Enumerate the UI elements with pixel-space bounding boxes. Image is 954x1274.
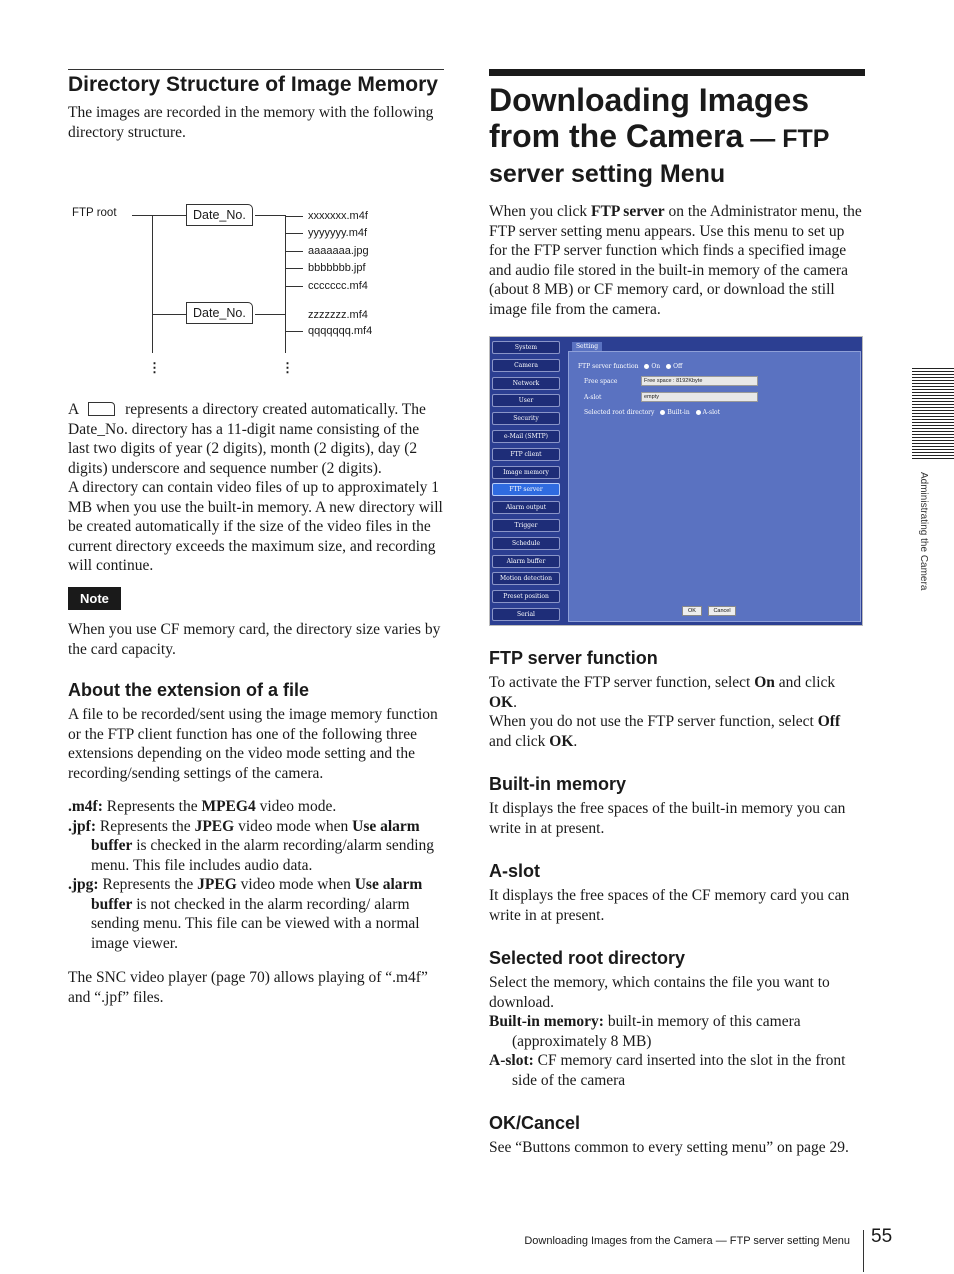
note-text: When you use CF memory card, the directory size varies by the card capacity.	[68, 621, 441, 658]
menu-item-image-memory[interactable]: Image memory	[492, 466, 560, 479]
tree-file: zzzzzzz.mf4	[308, 309, 368, 321]
aslot-field: empty	[641, 392, 758, 402]
directory-box-1: Date_No.	[186, 204, 253, 226]
directory-size-para: A directory can contain video files of up to approximately 1 MB when you use the built-in memory. A new directory will be created automatically if the size of the video files in the current directory exceeds the maximum size, and recording will continue.	[68, 479, 443, 574]
menu-item-security[interactable]: Security	[492, 412, 560, 425]
setting-panel	[568, 351, 861, 622]
tree-file: aaaaaaa.jpg	[308, 245, 369, 257]
ok-button[interactable]: OK	[682, 606, 702, 616]
menu-item-schedule[interactable]: Schedule	[492, 537, 560, 550]
cancel-button[interactable]: Cancel	[708, 606, 736, 616]
extension-heading: About the extension of a file	[68, 680, 310, 700]
ftp-function-heading: FTP server function	[489, 648, 658, 668]
directory-intro: The images are recorded in the memory with the following directory structure.	[68, 104, 434, 141]
section-rule	[68, 69, 444, 70]
radio-aslot[interactable]	[696, 410, 701, 415]
directory-tree-diagram	[68, 200, 444, 385]
root-directory-aslot: A-slot: CF memory card inserted into the slot in the front side of the camera	[489, 1052, 846, 1089]
menu-item-alarm-buffer[interactable]: Alarm buffer	[492, 555, 560, 568]
root-directory-builtin: Built-in memory: built-in memory of this camera (approximately 8 MB)	[489, 1013, 801, 1050]
menu-item-ftp-server[interactable]: FTP server	[492, 483, 560, 496]
extension-list	[68, 797, 444, 953]
menu-item-serial[interactable]: Serial	[492, 608, 560, 621]
menu-item-motion-detection[interactable]: Motion detection	[492, 572, 560, 585]
extension-jpg: .jpg: Represents the JPEG video mode when Use alarm buffer is not checked in the alarm recording/ alarm sending menu. This file can be viewed with a normal image viewer.	[68, 876, 423, 952]
chapter-label: Administrating the Camera	[918, 472, 929, 591]
extension-m4f: .m4f: Represents the MPEG4 video mode.	[68, 798, 337, 815]
footer-divider	[863, 1230, 864, 1272]
right-column-body	[489, 647, 865, 1158]
directory-box-icon	[88, 402, 115, 416]
radio-builtin[interactable]	[660, 410, 665, 415]
left-column-body	[68, 400, 444, 1007]
menu-item-alarm-output[interactable]: Alarm output	[492, 501, 560, 514]
radio-on[interactable]	[644, 364, 649, 369]
directory-structure-heading: Directory Structure of Image Memory	[68, 73, 438, 96]
tree-file: xxxxxxx.m4f	[308, 210, 368, 222]
menu-item-network[interactable]: Network	[492, 377, 560, 390]
tree-file: yyyyyyy.m4f	[308, 227, 368, 239]
root-dir-row: Selected root directory Built-in A-slot	[584, 409, 721, 416]
menu-item-trigger[interactable]: Trigger	[492, 519, 560, 532]
ftp-server-setting-screenshot	[489, 336, 863, 626]
ftp-function-row: FTP server function On Off	[578, 363, 683, 370]
ok-cancel-text: See “Buttons common to every setting menu” on page 29.	[489, 1139, 849, 1156]
ftp-function-text: To activate the FTP server function, select On and click OK. When you do not use the FTP server function, select Off and click OK.	[489, 674, 841, 750]
footer-running-title: Downloading Images from the Camera — FTP server setting Menu	[524, 1235, 850, 1247]
tree-file: bbbbbbb.jpf	[308, 262, 366, 274]
tree-ellipsis: ⋮	[281, 360, 294, 375]
menu-item-user[interactable]: User	[492, 394, 560, 407]
left-column	[68, 69, 444, 142]
ok-cancel-heading: OK/Cancel	[489, 1113, 581, 1133]
tree-file: qqqqqqq.mf4	[308, 325, 373, 337]
menu-item-ftp-client[interactable]: FTP client	[492, 448, 560, 461]
page-title: Downloading Images from the Camera — FTP server setting Menu	[489, 82, 830, 188]
right-column	[489, 69, 865, 319]
extension-intro: A file to be recorded/sent using the image memory function or the FTP client function has one of the following three extensions depending on the video mode setting and the recording/sending settings of the camera.	[68, 706, 438, 782]
builtin-memory-text: It displays the free spaces of the built-in memory you can write in at present.	[489, 800, 846, 837]
menu-item-preset-position[interactable]: Preset position	[492, 590, 560, 603]
root-directory-heading: Selected root directory	[489, 948, 686, 968]
directory-explanation: A represents a directory created automatically. The Date_No. directory has a 11-digit name consisting of the last two digits of year (2 digits), month (2 digits), day (2 digits) underscore and sequence number (2 digits).	[68, 401, 426, 477]
free-space-label: Free space	[584, 378, 618, 385]
tree-ellipsis: ⋮	[148, 360, 161, 375]
admin-menu	[492, 341, 560, 626]
menu-item-email-smtp[interactable]: e-Mail (SMTP)	[492, 430, 560, 443]
chapter-tab	[912, 368, 954, 460]
aslot-heading: A-slot	[489, 861, 540, 881]
aslot-text: It displays the free spaces of the CF memory card you can write in at present.	[489, 887, 850, 924]
menu-item-system[interactable]: System	[492, 341, 560, 354]
menu-item-camera[interactable]: Camera	[492, 359, 560, 372]
title-rule	[489, 69, 865, 76]
extension-jpf: .jpf: Represents the JPEG video mode when Use alarm buffer is checked in the alarm recording/alarm sending menu. This file includes audio data.	[68, 817, 435, 874]
note-badge: Note	[68, 587, 121, 611]
free-space-field: Free space : 8192Kbyte	[641, 376, 758, 386]
player-note: The SNC video player (page 70) allows playing of “.m4f” and “.jpf” files.	[68, 969, 428, 1006]
ftp-intro: When you click FTP server on the Administrator menu, the FTP server setting menu appears. Use this menu to set up for the FTP server function which finds a specified image and audio file stored in the built-in memory of the camera (about 8 MB) or CF memory card, or download the still image file from the camera.	[489, 203, 862, 318]
directory-box-2: Date_No.	[186, 302, 253, 324]
page-number: 55	[871, 1226, 893, 1247]
aslot-label: A-slot	[584, 394, 602, 401]
tree-root-label: FTP root	[72, 207, 117, 219]
radio-off[interactable]	[666, 364, 671, 369]
builtin-memory-heading: Built-in memory	[489, 774, 627, 794]
root-directory-text: Select the memory, which contains the file you want to download.	[489, 974, 830, 1011]
tree-file: ccccccc.mf4	[308, 280, 368, 292]
tab-setting[interactable]: Setting	[572, 342, 602, 352]
note-badge-wrap	[68, 587, 444, 611]
